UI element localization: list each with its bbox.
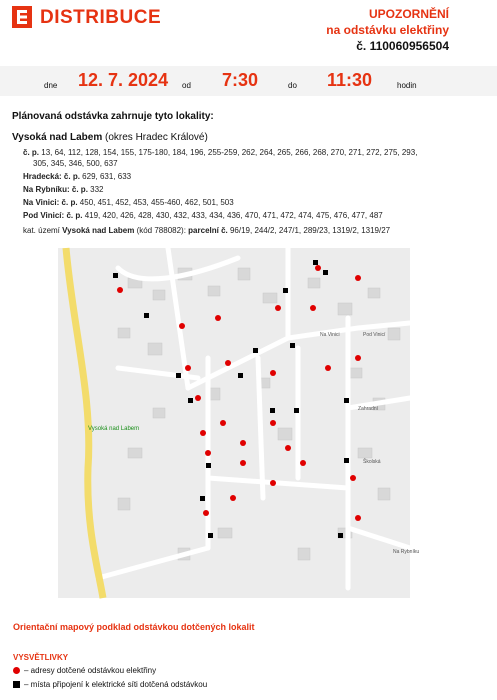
connection-point-square [206,463,211,468]
outage-notice-heading [326,6,449,54]
town-region: (okres Hradec Králové) [105,132,208,143]
connection-point-square [144,313,149,318]
outage-address-dot [225,360,231,366]
map-street-label: Na Rybníku [393,549,420,555]
start-time: 7:30 [222,70,259,90]
house-numbers: 629, 631, 633 [82,172,132,181]
connection-point-square [113,273,118,278]
parcel-label: parcelní č. [188,226,228,235]
notice-number: č. 110060956504 [356,39,449,53]
house-numbers: 419, 420, 426, 428, 430, 432, 433, 434, 436, 470, 471, 472, 474, 475, 476, 477, 487 [84,211,383,220]
outage-address-dot [230,495,236,501]
map-street-label: Školská [363,459,381,465]
from-label: od [182,81,191,90]
outage-address-dot [350,475,356,481]
town-name: Vysoká nad Labem [12,132,103,143]
outage-address-dot [275,305,281,311]
connection-point-square [294,408,299,413]
outage-address-dot [270,420,276,426]
connection-point-square [208,533,213,538]
outage-address-dot [355,515,361,521]
cp-label: č. p. [66,211,83,220]
connection-point-square [338,533,343,538]
map-street-label: Zahradní [358,406,379,412]
cadastral-name: Vysoká nad Labem [62,226,135,235]
connection-point-square [176,373,181,378]
cadastral-code: (kód 788082): [136,226,186,235]
map-caption: Orientační mapový podklad odstávkou dotčených lokalit [13,622,255,632]
outage-address-dot [195,395,201,401]
notice-line1: UPOZORNĚNÍ [368,7,449,21]
connection-point-square [253,348,258,353]
outage-address-dot [215,315,221,321]
legend-title: VYSVĚTLIVKY [13,653,69,662]
street-row-main-cont [33,158,118,169]
legend-address-text: – adresy dotčené odstávkou elektřiny [24,666,157,675]
connection-point-square [270,408,275,413]
connection-point-square [323,270,328,275]
outage-address-dot [240,440,246,446]
house-numbers: 13, 64, 112, 128, 154, 155, 175-180, 184, 196, 255-259, 262, 264, 265, 266, 268, 270, 271, 272, 275, 293, [41,148,418,157]
notice-line2: na odstávku elektřiny [326,23,449,37]
street-row-hradecka [23,171,131,182]
legend-item-address [13,666,156,675]
cp-label: č. p. [63,172,80,181]
connection-point-square [313,260,318,265]
legend-connection-text: – místa připojení k elektrické síti dotčená odstávkou [24,680,208,689]
legend-item-connection [13,680,207,689]
connection-point-square [200,496,205,501]
street-row-na-rybniku [23,184,104,195]
connection-point-square [344,458,349,463]
company-logo-icon [12,6,32,28]
connection-point-square [344,398,349,403]
house-numbers: 332 [90,185,104,194]
outage-address-dot [355,355,361,361]
outage-address-dot [355,275,361,281]
house-numbers-cont: 305, 345, 346, 500, 637 [33,159,118,168]
outage-address-dot [300,460,306,466]
cadastral-prefix: kat. území [23,226,60,235]
outage-address-dot [200,430,206,436]
outage-address-dot [117,287,123,293]
outage-address-dot [285,445,291,451]
parcel-numbers: 96/19, 244/2, 247/1, 289/23, 1319/2, 1319/27 [229,226,391,235]
hours-label: hodin [397,81,417,90]
map-street-label: Pod Vinicí [363,332,386,338]
to-label: do [288,81,297,90]
cadastral-row [23,225,390,236]
street-name: Pod Vinicí: [23,211,65,220]
street-name: Hradecká: [23,172,62,181]
cp-label: č. p. [61,198,78,207]
red-dot-icon [13,667,20,674]
outage-address-dot [310,305,316,311]
connection-point-square [290,343,295,348]
map-town-label: Vysoká nad Labem [88,426,140,432]
outage-address-dot [325,365,331,371]
connection-point-square [238,373,243,378]
street-row-pod-vinici [23,210,383,221]
outage-address-dot [205,450,211,456]
street-row-main [23,147,463,158]
cp-label: č. p. [23,148,40,157]
outage-address-dot [185,365,191,371]
date-label: dne [44,81,58,90]
connection-point-square [283,288,288,293]
plan-title: Plánovaná odstávka zahrnuje tyto lokality: [12,111,214,122]
outage-address-dot [315,265,321,271]
outage-address-dot [179,323,185,329]
black-square-icon [13,681,20,688]
outage-address-dot [270,480,276,486]
outage-address-dot [270,370,276,376]
schedule-strip [0,66,497,96]
brand-name: DISTRIBUCE [40,7,162,28]
cp-label: č. p. [71,185,88,194]
end-time: 11:30 [327,70,373,90]
house-numbers: 450, 451, 452, 453, 455-460, 462, 501, 503 [79,198,234,207]
street-row-na-vinici [23,197,234,208]
outage-address-dot [220,420,226,426]
street-name: Na Vinici: [23,198,60,207]
connection-point-square [188,398,193,403]
outage-date: 12. 7. 2024 [78,70,169,90]
outage-address-dot [203,510,209,516]
street-name: Na Rybníku: [23,185,70,194]
map-canvas [58,248,420,598]
outage-address-dot [240,460,246,466]
outage-map [58,248,420,598]
town-heading [12,132,208,143]
map-street-label: Na Vinici [320,332,340,338]
